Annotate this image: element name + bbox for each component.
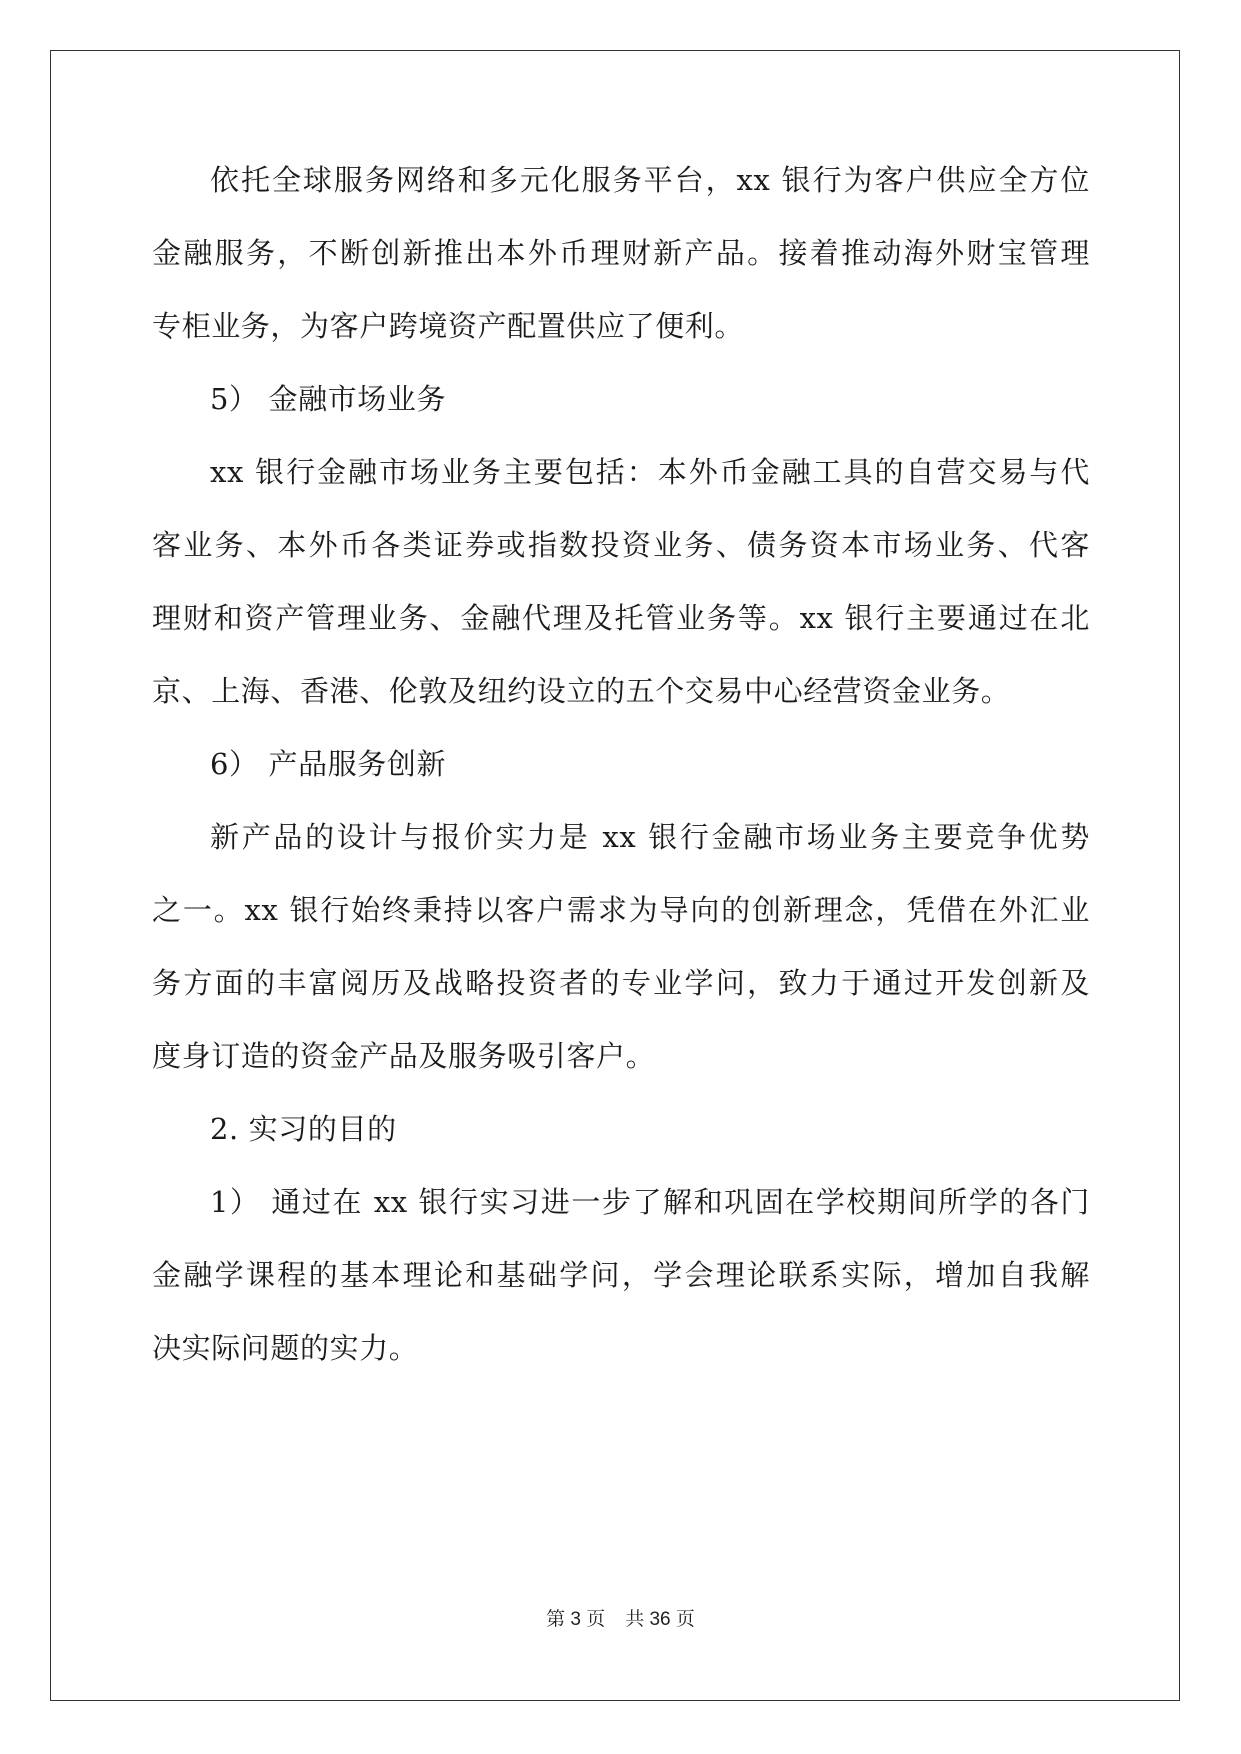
paragraph-3-line-2: 之一。xx 银行始终秉持以客户需求为导向的创新理念，凭借在外汇业 <box>152 893 1090 927</box>
paragraph-2-line-2: 客业务、本外币各类证券或指数投资业务、债务资本市场业务、代客 <box>152 528 1090 562</box>
section-heading-financial-markets: 5） 金融市场业务 <box>210 382 447 416</box>
paragraph-4-line-2: 金融学课程的基本理论和基础学问，学会理论联系实际，增加自我解 <box>152 1258 1090 1292</box>
paragraph-1-line-1: 依托全球服务网络和多元化服务平台，xx 银行为客户供应全方位 <box>210 163 1090 197</box>
paragraph-3-line-4: 度身订造的资金产品及服务吸引客户。 <box>152 1039 656 1073</box>
paragraph-1-line-2: 金融服务，不断创新推出本外币理财新产品。接着推动海外财宝管理 <box>152 236 1090 270</box>
page-total: 共 36 页 <box>625 1609 695 1630</box>
section-heading-internship-purpose: 2. 实习的目的 <box>210 1112 397 1146</box>
page-footer <box>0 1608 1241 1632</box>
paragraph-3-line-3: 务方面的丰富阅历及战略投资者的专业学问，致力于通过开发创新及 <box>152 966 1090 1000</box>
paragraph-4-line-3: 决实际问题的实力。 <box>152 1331 419 1365</box>
paragraph-4-line-1: 1） 通过在 xx 银行实习进一步了解和巩固在学校期间所学的各门 <box>210 1185 1090 1219</box>
paragraph-2-line-3: 理财和资产管理业务、金融代理及托管业务等。xx 银行主要通过在北 <box>152 601 1090 635</box>
paragraph-3-line-1: 新产品的设计与报价实力是 xx 银行金融市场业务主要竞争优势 <box>210 820 1090 854</box>
paragraph-2-line-4: 京、上海、香港、伦敦及纽约设立的五个交易中心经营资金业务。 <box>152 674 1011 708</box>
paragraph-1-line-3: 专柜业务，为客户跨境资产配置供应了便利。 <box>152 309 745 343</box>
page-number: 第 3 页 <box>546 1609 606 1630</box>
section-heading-product-innovation: 6） 产品服务创新 <box>210 747 447 781</box>
paragraph-2-line-1: xx 银行金融市场业务主要包括：本外币金融工具的自营交易与代 <box>210 455 1090 489</box>
page-border <box>50 50 1180 1701</box>
